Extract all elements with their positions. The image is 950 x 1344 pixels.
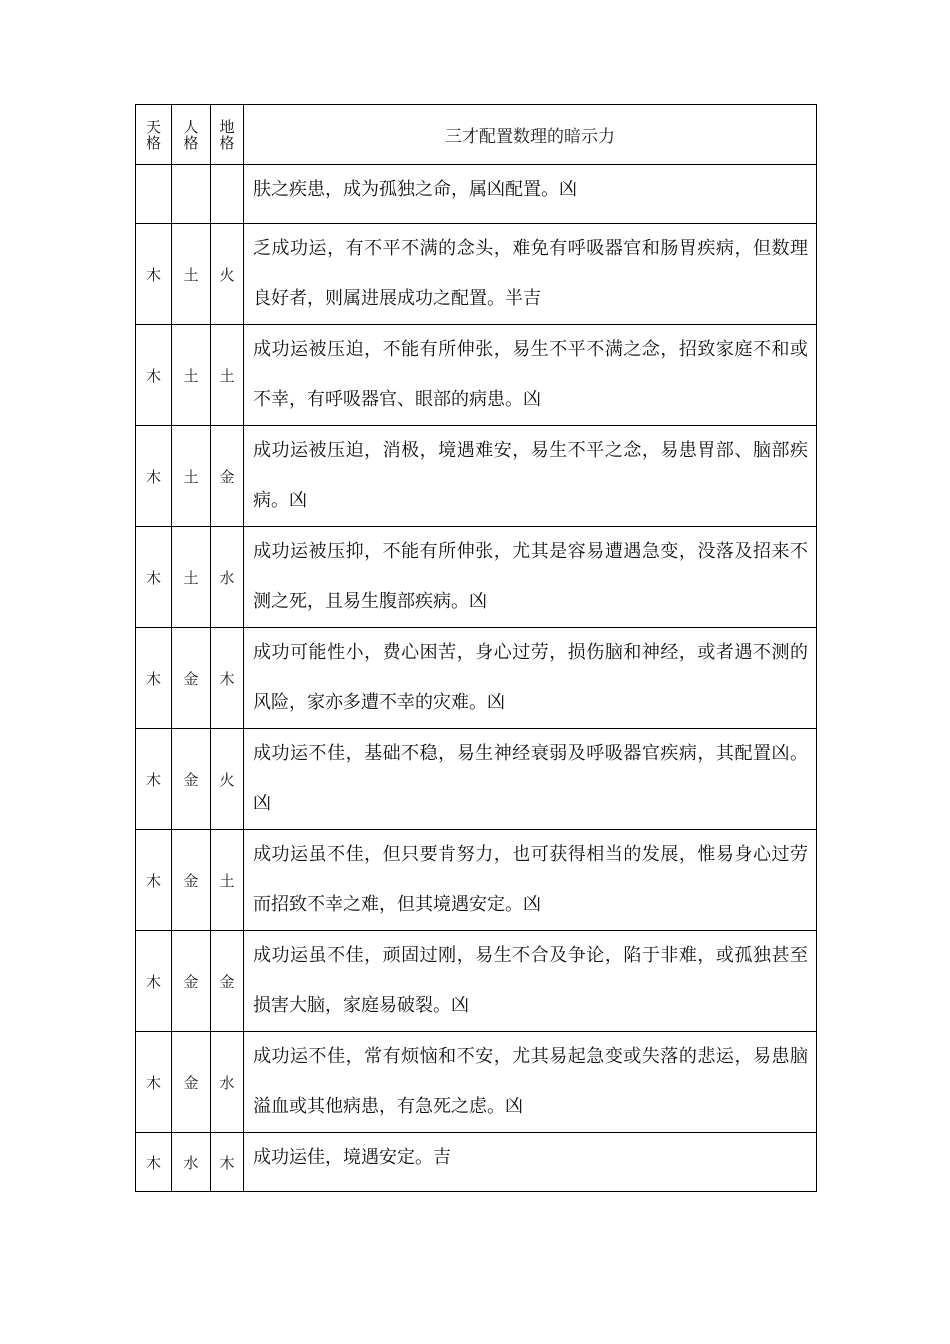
table-row [136, 426, 817, 527]
header-row [136, 105, 817, 165]
cell-desc: 成功运佳，境遇安定。吉 [244, 1133, 817, 1192]
cell-desc: 成功运被压抑，不能有所伸张，尤其是容易遭遇急变，没落及招来不测之死，且易生腹部疾病。凶 [244, 527, 817, 628]
cell-desc: 乏成功运，有不平不满的念头，难免有呼吸器官和肠胃疾病，但数理良好者，则属进展成功之配置。半吉 [244, 224, 817, 325]
cell-ren: 土 [172, 527, 211, 628]
header-di-char-1: 地 [219, 117, 235, 136]
cell-di: 木 [211, 628, 244, 729]
cell-desc: 成功可能性小，费心困苦，身心过劳，损伤脑和神经，或者遇不测的风险，家亦多遭不幸的灾难。凶 [244, 628, 817, 729]
header-ren-char-2: 格 [183, 133, 199, 152]
header-di [211, 105, 244, 165]
cell-ren: 金 [172, 1032, 211, 1133]
cell-desc: 成功运被压迫，不能有所伸张，易生不平不满之念，招致家庭不和或不幸，有呼吸器官、眼部的病患。凶 [244, 325, 817, 426]
header-tian-char-1: 天 [145, 117, 161, 136]
cell-di: 水 [211, 1032, 244, 1133]
cell-di: 金 [211, 931, 244, 1032]
cell-di: 水 [211, 527, 244, 628]
cell-tian: 木 [136, 325, 172, 426]
cell-ren: 土 [172, 325, 211, 426]
table-row [136, 224, 817, 325]
cell-desc: 肤之疾患，成为孤独之命，属凶配置。凶 [244, 165, 817, 224]
cell-di: 木 [211, 1133, 244, 1192]
cell-di [211, 165, 244, 224]
cell-di: 土 [211, 325, 244, 426]
cell-tian: 木 [136, 1032, 172, 1133]
cell-desc: 成功运虽不佳，但只要肯努力，也可获得相当的发展，惟易身心过劳而招致不幸之难，但其境遇安定。凶 [244, 830, 817, 931]
header-tian-char-2: 格 [145, 133, 161, 152]
cell-tian: 木 [136, 628, 172, 729]
cell-tian [136, 165, 172, 224]
table-row [136, 1133, 817, 1192]
cell-desc: 成功运被压迫，消极，境遇难安，易生不平之念，易患胃部、脑部疾病。凶 [244, 426, 817, 527]
cell-di: 火 [211, 729, 244, 830]
cell-di: 土 [211, 830, 244, 931]
cell-ren: 金 [172, 830, 211, 931]
cell-tian: 木 [136, 830, 172, 931]
table-row [136, 325, 817, 426]
cell-ren: 金 [172, 931, 211, 1032]
table-row [136, 628, 817, 729]
table-row [136, 830, 817, 931]
table-row [136, 1032, 817, 1133]
table-row [136, 527, 817, 628]
header-di-char-2: 格 [219, 133, 235, 152]
cell-tian: 木 [136, 1133, 172, 1192]
cell-tian: 木 [136, 729, 172, 830]
cell-di: 金 [211, 426, 244, 527]
cell-ren: 土 [172, 224, 211, 325]
header-ren-char-1: 人 [183, 117, 199, 136]
cell-tian: 木 [136, 224, 172, 325]
cell-ren: 水 [172, 1133, 211, 1192]
table-row [136, 931, 817, 1032]
cell-ren: 金 [172, 729, 211, 830]
table-row [136, 165, 817, 224]
cell-tian: 木 [136, 426, 172, 527]
cell-ren: 金 [172, 628, 211, 729]
cell-ren: 土 [172, 426, 211, 527]
cell-di: 火 [211, 224, 244, 325]
cell-desc: 成功运虽不佳，顽固过刚，易生不合及争论，陷于非难，或孤独甚至损害大脑，家庭易破裂。凶 [244, 931, 817, 1032]
header-ren [172, 105, 211, 165]
cell-desc: 成功运不佳，基础不稳，易生神经衰弱及呼吸器官疾病，其配置凶。凶 [244, 729, 817, 830]
header-desc: 三才配置数理的暗示力 [244, 105, 817, 165]
header-tian [136, 105, 172, 165]
cell-desc: 成功运不佳，常有烦恼和不安，尤其易起急变或失落的悲运，易患脑溢血或其他病患，有急死之虑。凶 [244, 1032, 817, 1133]
sancai-table [135, 104, 817, 1192]
cell-tian: 木 [136, 527, 172, 628]
table-row [136, 729, 817, 830]
cell-tian: 木 [136, 931, 172, 1032]
cell-ren [172, 165, 211, 224]
